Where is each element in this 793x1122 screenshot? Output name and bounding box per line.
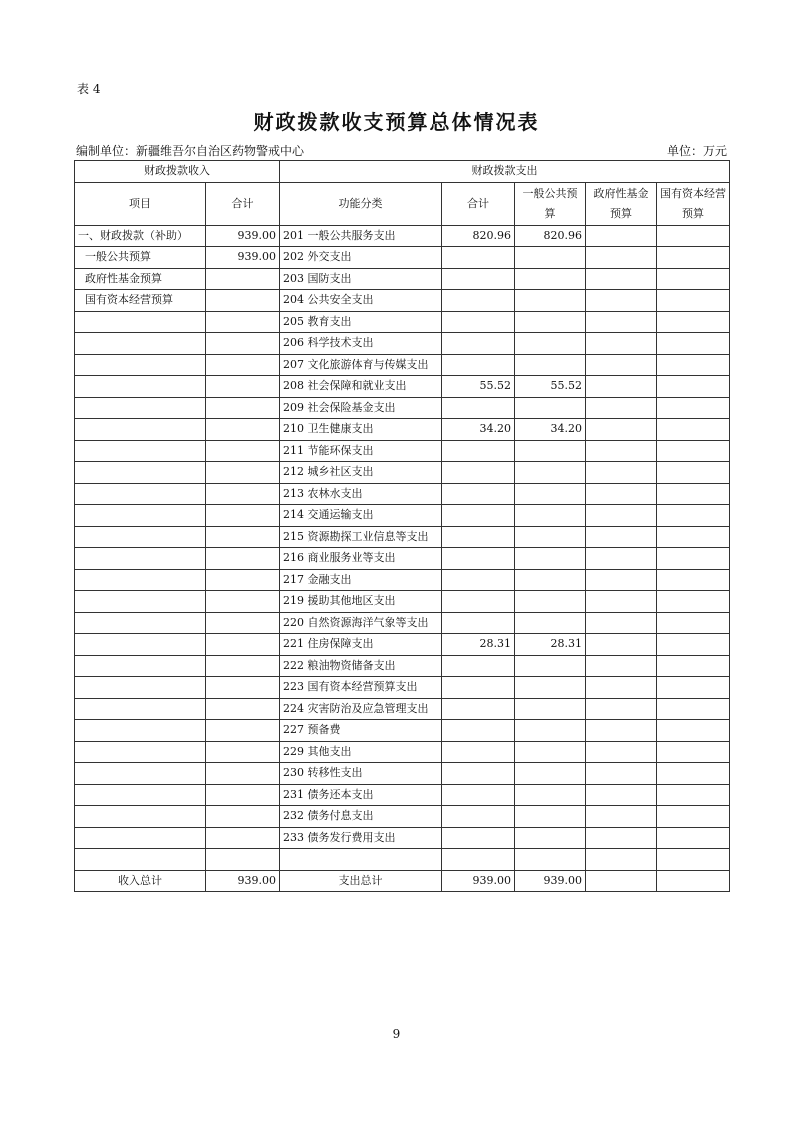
function-cell: 217 金融支出 — [280, 569, 442, 591]
function-cell: 223 国有资本经营预算支出 — [280, 677, 442, 699]
state-capital-cell — [657, 720, 730, 742]
expense-total-header: 合计 — [442, 182, 515, 225]
fund-budget-cell — [586, 569, 657, 591]
state-capital-cell — [657, 268, 730, 290]
expense-total-cell — [442, 569, 515, 591]
table-row — [75, 376, 730, 398]
table-row — [75, 591, 730, 613]
state-capital-cell — [657, 569, 730, 591]
income-item-cell: 一、财政拨款（补助） — [75, 225, 206, 247]
income-amount-cell — [206, 591, 280, 613]
general-budget-cell — [515, 311, 586, 333]
table-row — [75, 526, 730, 548]
income-item-cell — [75, 677, 206, 699]
fund-budget-cell — [586, 397, 657, 419]
general-budget-cell — [515, 827, 586, 849]
expense-total-cell — [442, 612, 515, 634]
function-cell: 201 一般公共服务支出 — [280, 225, 442, 247]
state-capital-cell — [657, 655, 730, 677]
expense-total-cell: 34.20 — [442, 419, 515, 441]
state-capital-cell — [657, 290, 730, 312]
fund-budget-cell — [586, 677, 657, 699]
state-capital-cell — [657, 505, 730, 527]
function-cell: 224 灾害防治及应急管理支出 — [280, 698, 442, 720]
fund-budget-cell — [586, 526, 657, 548]
function-cell: 213 农林水支出 — [280, 483, 442, 505]
function-cell: 229 其他支出 — [280, 741, 442, 763]
function-cell: 227 预备费 — [280, 720, 442, 742]
general-budget-cell — [515, 677, 586, 699]
fund-budget-cell — [586, 247, 657, 269]
function-cell: 206 科学技术支出 — [280, 333, 442, 355]
fund-budget-cell — [586, 419, 657, 441]
income-item-cell — [75, 462, 206, 484]
income-amount-cell — [206, 311, 280, 333]
income-item-cell — [75, 311, 206, 333]
income-amount-cell — [206, 505, 280, 527]
income-item-cell — [75, 354, 206, 376]
fund-budget-cell — [586, 849, 657, 871]
general-budget-cell — [515, 741, 586, 763]
general-budget-cell — [515, 354, 586, 376]
state-capital-cell — [657, 763, 730, 785]
general-budget-cell: 55.52 — [515, 376, 586, 398]
table-row — [75, 548, 730, 570]
income-amount-cell — [206, 827, 280, 849]
table-row — [75, 720, 730, 742]
function-cell: 205 教育支出 — [280, 311, 442, 333]
income-item-cell — [75, 569, 206, 591]
income-item-cell — [75, 612, 206, 634]
income-amount-cell — [206, 741, 280, 763]
expense-total-cell — [442, 290, 515, 312]
fund-budget-cell — [586, 505, 657, 527]
table-row — [75, 806, 730, 828]
table-row — [75, 311, 730, 333]
income-item-cell — [75, 763, 206, 785]
state-capital-header: 国有资本经营预算 — [657, 182, 730, 225]
function-cell: 219 援助其他地区支出 — [280, 591, 442, 613]
table-row — [75, 784, 730, 806]
expense-total-cell — [442, 655, 515, 677]
income-amount-cell — [206, 397, 280, 419]
expense-total-cell — [442, 698, 515, 720]
income-amount-cell — [206, 376, 280, 398]
general-budget-cell: 820.96 — [515, 225, 586, 247]
expense-total-cell — [442, 483, 515, 505]
state-capital-cell — [657, 612, 730, 634]
function-cell: 210 卫生健康支出 — [280, 419, 442, 441]
state-capital-cell — [657, 806, 730, 828]
fund-budget-cell — [586, 591, 657, 613]
general-budget-cell — [515, 247, 586, 269]
state-capital-cell — [657, 591, 730, 613]
income-amount-cell — [206, 763, 280, 785]
state-capital-cell — [657, 419, 730, 441]
general-budget-cell — [515, 462, 586, 484]
table-row — [75, 225, 730, 247]
function-cell: 209 社会保险基金支出 — [280, 397, 442, 419]
expense-total-cell — [442, 720, 515, 742]
function-cell: 211 节能环保支出 — [280, 440, 442, 462]
fund-budget-cell — [586, 784, 657, 806]
income-item-cell — [75, 440, 206, 462]
state-capital-cell — [657, 376, 730, 398]
income-amount-cell — [206, 677, 280, 699]
income-item-cell — [75, 849, 206, 871]
general-budget-cell — [515, 397, 586, 419]
state-capital-cell — [657, 311, 730, 333]
general-budget-cell — [515, 612, 586, 634]
function-cell: 232 债务付息支出 — [280, 806, 442, 828]
fund-budget-cell — [586, 612, 657, 634]
income-item-cell — [75, 397, 206, 419]
state-capital-cell — [657, 397, 730, 419]
expense-total-label: 支出总计 — [280, 870, 442, 892]
expense-total-cell — [442, 784, 515, 806]
expense-total-cell — [442, 806, 515, 828]
table-row — [75, 677, 730, 699]
income-item-cell — [75, 655, 206, 677]
income-amount-cell — [206, 612, 280, 634]
general-budget-cell — [515, 569, 586, 591]
fund-budget-cell — [586, 655, 657, 677]
table-row — [75, 247, 730, 269]
income-item-cell — [75, 827, 206, 849]
table-row — [75, 505, 730, 527]
expense-capital-total — [657, 870, 730, 892]
general-budget-cell — [515, 526, 586, 548]
income-amount-cell: 939.00 — [206, 247, 280, 269]
income-amount-cell — [206, 290, 280, 312]
function-cell: 221 住房保障支出 — [280, 634, 442, 656]
fund-budget-cell — [586, 483, 657, 505]
table-row — [75, 827, 730, 849]
income-amount-cell — [206, 354, 280, 376]
income-amount-cell — [206, 569, 280, 591]
state-capital-cell — [657, 677, 730, 699]
state-capital-cell — [657, 247, 730, 269]
table-row — [75, 569, 730, 591]
state-capital-cell — [657, 462, 730, 484]
expense-total-cell — [442, 397, 515, 419]
function-cell: 207 文化旅游体育与传媒支出 — [280, 354, 442, 376]
state-capital-cell — [657, 827, 730, 849]
fund-budget-cell — [586, 440, 657, 462]
table-row — [75, 268, 730, 290]
income-total-label: 收入总计 — [75, 870, 206, 892]
income-amount-cell: 939.00 — [206, 225, 280, 247]
income-amount-cell — [206, 548, 280, 570]
item-header: 项目 — [75, 182, 206, 225]
general-budget-cell — [515, 440, 586, 462]
fund-budget-cell — [586, 763, 657, 785]
fund-budget-cell — [586, 806, 657, 828]
expense-total-cell — [442, 440, 515, 462]
expense-general-total: 939.00 — [515, 870, 586, 892]
function-cell: 203 国防支出 — [280, 268, 442, 290]
fund-budget-cell — [586, 634, 657, 656]
fund-budget-header: 政府性基金预算 — [586, 182, 657, 225]
fund-budget-cell — [586, 333, 657, 355]
fund-budget-cell — [586, 225, 657, 247]
expense-total-cell — [442, 591, 515, 613]
general-budget-cell — [515, 763, 586, 785]
state-capital-cell — [657, 784, 730, 806]
function-cell: 222 粮油物资储备支出 — [280, 655, 442, 677]
expense-total-amount: 939.00 — [442, 870, 515, 892]
income-item-cell — [75, 333, 206, 355]
function-cell: 212 城乡社区支出 — [280, 462, 442, 484]
page-number: 9 — [392, 1027, 401, 1041]
expense-group-header: 财政拨款支出 — [280, 161, 730, 183]
income-amount-cell — [206, 419, 280, 441]
currency-unit: 单位：万元 — [666, 144, 727, 158]
expense-total-cell: 28.31 — [442, 634, 515, 656]
expense-total-cell: 55.52 — [442, 376, 515, 398]
expense-total-cell — [442, 268, 515, 290]
expense-total-cell — [442, 849, 515, 871]
compiling-unit: 编制单位：新疆维吾尔自治区药物警戒中心 — [76, 144, 305, 158]
table-row — [75, 655, 730, 677]
fund-budget-cell — [586, 827, 657, 849]
income-amount-cell — [206, 268, 280, 290]
general-budget-cell — [515, 720, 586, 742]
expense-fund-total — [586, 870, 657, 892]
expense-total-cell — [442, 247, 515, 269]
income-item-cell: 国有资本经营预算 — [75, 290, 206, 312]
income-item-cell — [75, 376, 206, 398]
expense-total-cell: 820.96 — [442, 225, 515, 247]
table-number: 表 4 — [77, 82, 101, 96]
table-row — [75, 698, 730, 720]
state-capital-cell — [657, 634, 730, 656]
fund-budget-cell — [586, 548, 657, 570]
income-amount-cell — [206, 849, 280, 871]
function-cell — [280, 849, 442, 871]
function-cell: 231 债务还本支出 — [280, 784, 442, 806]
fund-budget-cell — [586, 311, 657, 333]
general-budget-cell — [515, 591, 586, 613]
function-cell: 208 社会保障和就业支出 — [280, 376, 442, 398]
state-capital-cell — [657, 440, 730, 462]
state-capital-cell — [657, 849, 730, 871]
function-cell: 216 商业服务业等支出 — [280, 548, 442, 570]
totals-row — [75, 870, 730, 892]
table-row — [75, 440, 730, 462]
expense-total-cell — [442, 741, 515, 763]
income-item-cell — [75, 591, 206, 613]
fund-budget-cell — [586, 741, 657, 763]
income-amount-cell — [206, 634, 280, 656]
fund-budget-cell — [586, 290, 657, 312]
income-item-cell: 一般公共预算 — [75, 247, 206, 269]
income-amount-cell — [206, 784, 280, 806]
general-budget-cell — [515, 655, 586, 677]
general-budget-cell — [515, 268, 586, 290]
income-amount-cell — [206, 440, 280, 462]
table-row — [75, 612, 730, 634]
income-item-cell — [75, 419, 206, 441]
income-amount-cell — [206, 806, 280, 828]
expense-total-cell — [442, 354, 515, 376]
general-budget-cell — [515, 333, 586, 355]
state-capital-cell — [657, 333, 730, 355]
function-header: 功能分类 — [280, 182, 442, 225]
table-row — [75, 462, 730, 484]
table-row — [75, 634, 730, 656]
income-amount-cell — [206, 698, 280, 720]
income-amount-cell — [206, 526, 280, 548]
function-cell: 214 交通运输支出 — [280, 505, 442, 527]
function-cell: 204 公共安全支出 — [280, 290, 442, 312]
general-budget-cell — [515, 505, 586, 527]
table-row — [75, 763, 730, 785]
expense-total-cell — [442, 462, 515, 484]
income-total-header: 合计 — [206, 182, 280, 225]
expense-total-cell — [442, 677, 515, 699]
income-amount-cell — [206, 655, 280, 677]
table-row — [75, 419, 730, 441]
general-budget-cell — [515, 806, 586, 828]
state-capital-cell — [657, 526, 730, 548]
income-item-cell — [75, 698, 206, 720]
income-item-cell — [75, 806, 206, 828]
table-row — [75, 354, 730, 376]
income-total-amount: 939.00 — [206, 870, 280, 892]
expense-total-cell — [442, 526, 515, 548]
function-cell: 220 自然资源海洋气象等支出 — [280, 612, 442, 634]
table-row — [75, 849, 730, 871]
income-amount-cell — [206, 720, 280, 742]
function-cell: 233 债务发行费用支出 — [280, 827, 442, 849]
income-item-cell: 政府性基金预算 — [75, 268, 206, 290]
income-item-cell — [75, 784, 206, 806]
income-group-header: 财政拨款收入 — [75, 161, 280, 183]
general-budget-cell — [515, 548, 586, 570]
page-title: 财政拨款收支预算总体情况表 — [253, 110, 540, 134]
state-capital-cell — [657, 741, 730, 763]
table-row — [75, 483, 730, 505]
fund-budget-cell — [586, 376, 657, 398]
income-item-cell — [75, 483, 206, 505]
income-amount-cell — [206, 483, 280, 505]
expense-total-cell — [442, 763, 515, 785]
income-item-cell — [75, 634, 206, 656]
expense-total-cell — [442, 505, 515, 527]
expense-total-cell — [442, 333, 515, 355]
general-budget-header: 一般公共预算 — [515, 182, 586, 225]
table-row — [75, 290, 730, 312]
general-budget-cell — [515, 483, 586, 505]
income-item-cell — [75, 505, 206, 527]
general-budget-cell: 28.31 — [515, 634, 586, 656]
fund-budget-cell — [586, 462, 657, 484]
fund-budget-cell — [586, 354, 657, 376]
income-item-cell — [75, 720, 206, 742]
fund-budget-cell — [586, 698, 657, 720]
general-budget-cell: 34.20 — [515, 419, 586, 441]
state-capital-cell — [657, 225, 730, 247]
fund-budget-cell — [586, 720, 657, 742]
table-row — [75, 397, 730, 419]
income-item-cell — [75, 548, 206, 570]
function-cell: 230 转移性支出 — [280, 763, 442, 785]
income-amount-cell — [206, 462, 280, 484]
income-amount-cell — [206, 333, 280, 355]
state-capital-cell — [657, 483, 730, 505]
fund-budget-cell — [586, 268, 657, 290]
state-capital-cell — [657, 354, 730, 376]
state-capital-cell — [657, 698, 730, 720]
function-cell: 215 资源勘探工业信息等支出 — [280, 526, 442, 548]
general-budget-cell — [515, 784, 586, 806]
table-row — [75, 333, 730, 355]
income-item-cell — [75, 526, 206, 548]
income-item-cell — [75, 741, 206, 763]
general-budget-cell — [515, 849, 586, 871]
function-cell: 202 外交支出 — [280, 247, 442, 269]
state-capital-cell — [657, 548, 730, 570]
expense-total-cell — [442, 827, 515, 849]
table-row — [75, 741, 730, 763]
expense-total-cell — [442, 548, 515, 570]
general-budget-cell — [515, 698, 586, 720]
general-budget-cell — [515, 290, 586, 312]
expense-total-cell — [442, 311, 515, 333]
budget-table — [74, 160, 730, 892]
